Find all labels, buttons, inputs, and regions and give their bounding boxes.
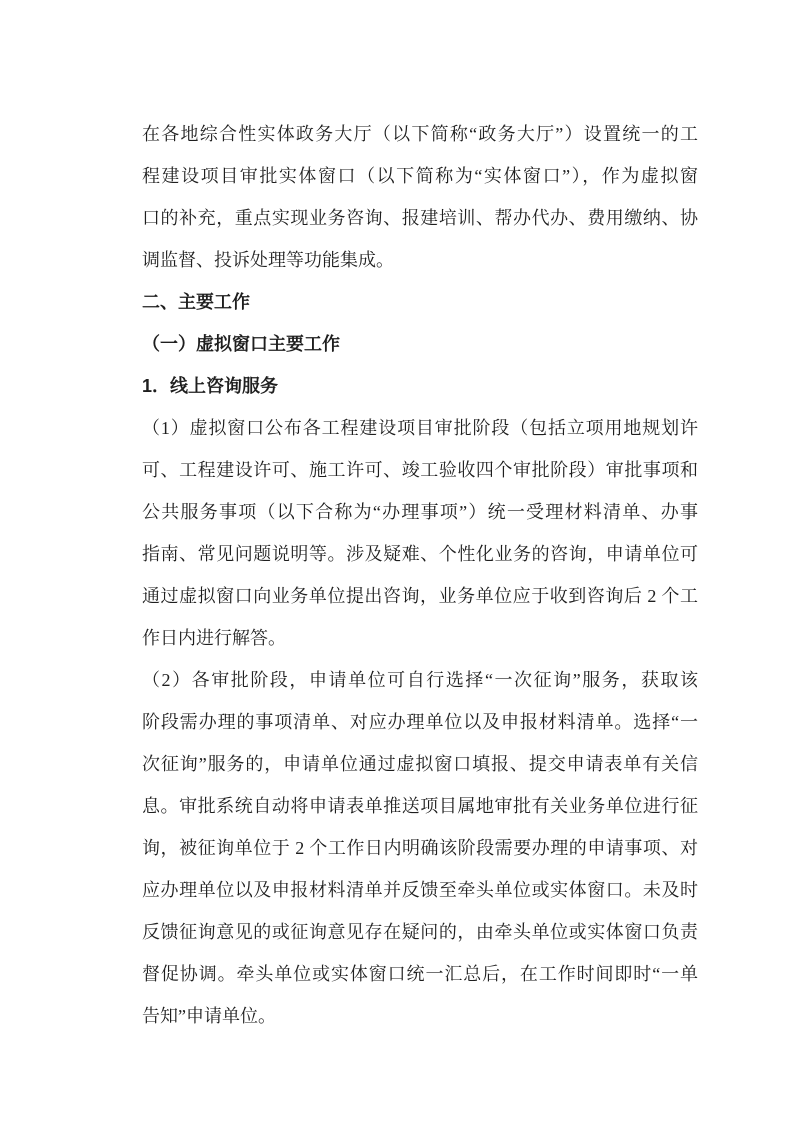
text-line: 口的补充，重点实现业务咨询、报建培训、帮办代办、费用缴纳、协: [142, 208, 698, 228]
paragraph-intro: [142, 113, 698, 281]
text-line: 告知”申请单位。: [142, 1006, 276, 1026]
text-line: 询，被征询单位于 2 个工作日内明确该阶段需要办理的申请事项、对: [142, 838, 698, 858]
paragraph-item-2: [142, 659, 698, 1037]
text-line: 阶段需办理的事项清单、对应办理单位以及申报材料清单。选择“一: [142, 712, 698, 732]
text-line: 息。审批系统自动将申请表单推送项目属地审批有关业务单位进行征: [142, 796, 698, 816]
text-line: 程建设项目审批实体窗口（以下简称为“实体窗口”），作为虚拟窗: [142, 166, 698, 186]
text-line: 反馈征询意见的或征询意见存在疑问的，由牵头单位或实体窗口负责: [142, 922, 698, 942]
text-line: 公共服务事项（以下合称为“办理事项”）统一受理材料清单、办事: [142, 502, 698, 522]
text-line: （1）虚拟窗口公布各工程建设项目审批阶段（包括立项用地规划许: [142, 418, 698, 438]
text-line: 次征询”服务的，申请单位通过虚拟窗口填报、提交申请表单有关信: [142, 754, 698, 774]
text-line: （2）各审批阶段，申请单位可自行选择“一次征询”服务，获取该: [142, 670, 698, 690]
text-line: 可、工程建设许可、施工许可、竣工验收四个审批阶段）审批事项和: [142, 460, 698, 480]
subsection-heading-virtual-window: （一）虚拟窗口主要工作: [142, 334, 340, 354]
document-body: [142, 113, 698, 1037]
paragraph-item-1: [142, 407, 698, 659]
section-heading-main-work: 二、主要工作: [142, 292, 250, 312]
text-line: 在各地综合性实体政务大厅（以下简称“政务大厅”）设置统一的工: [142, 124, 698, 144]
text-line: 督促协调。牵头单位或实体窗口统一汇总后，在工作时间即时“一单: [142, 964, 698, 984]
numbered-heading-online-consult: 1．线上咨询服务: [142, 376, 279, 396]
text-line: 通过虚拟窗口向业务单位提出咨询，业务单位应于收到咨询后 2 个工: [142, 586, 698, 606]
text-line: 应办理单位以及申报材料清单并反馈至牵头单位或实体窗口。未及时: [142, 880, 698, 900]
text-line: 指南、常见问题说明等。涉及疑难、个性化业务的咨询，申请单位可: [142, 544, 698, 564]
text-line: 调监督、投诉处理等功能集成。: [142, 250, 394, 270]
text-line: 作日内进行解答。: [142, 628, 286, 648]
